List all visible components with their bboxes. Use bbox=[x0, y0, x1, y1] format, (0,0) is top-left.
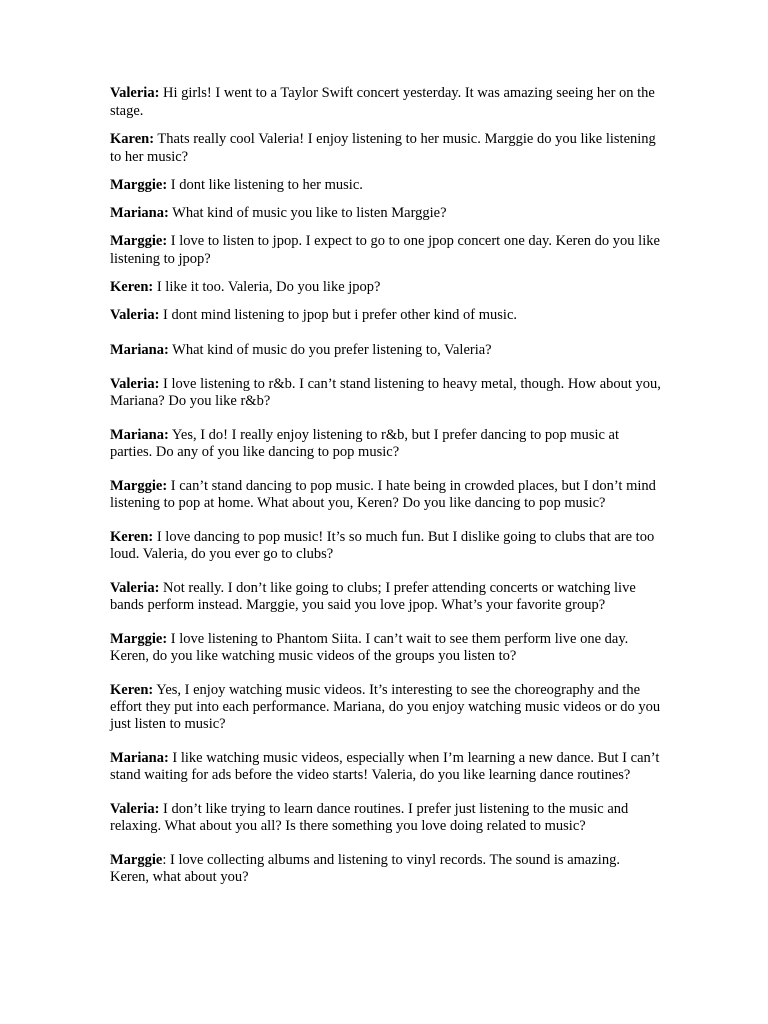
line-text: I don’t like trying to learn dance routines. I prefer just listening to the music and relaxing. What about you all? Is there something you love doing related to music? bbox=[110, 801, 629, 834]
line-text: Hi girls! I went to a Taylor Swift concert yesterday. It was amazing seeing her on the stage. bbox=[110, 85, 655, 119]
line-text: I love dancing to pop music! It’s so much fun. But I dislike going to clubs that are too loud. Valeria, do you ever go to clubs? bbox=[110, 529, 655, 562]
line-text: What kind of music do you prefer listening to, Valeria? bbox=[168, 342, 492, 358]
line-text: I dont like listening to her music. bbox=[167, 177, 363, 193]
line-text: I love to listen to jpop. I expect to go to one jpop concert one day. Keren do you like listening to jpop? bbox=[110, 233, 660, 267]
line-text: I like watching music videos, especially when I’m learning a new dance. But I can’t stand waiting for ads before the video starts! Valeria, do you like learning dance routines? bbox=[110, 750, 660, 783]
line-text: What kind of music you like to listen Marggie? bbox=[168, 205, 447, 221]
speaker-name: Valeria: bbox=[110, 85, 160, 101]
dialogue-line bbox=[110, 376, 662, 410]
dialogue-line bbox=[110, 580, 662, 614]
speaker-name: Valeria: bbox=[110, 307, 160, 323]
dialogue-transcript bbox=[110, 84, 662, 886]
dialogue-line bbox=[110, 176, 662, 194]
speaker-name: Mariana: bbox=[110, 342, 169, 358]
dialogue-line bbox=[110, 204, 662, 222]
line-text: Not really. I don’t like going to clubs; I prefer attending concerts or watching live bands perform instead. Marggie, you said you love jpop. What’s your favorite group? bbox=[110, 580, 636, 613]
line-text: I love listening to r&b. I can’t stand listening to heavy metal, though. How about you, Mariana? Do you like r&b? bbox=[110, 376, 661, 409]
dialogue-line bbox=[110, 631, 662, 665]
speaker-name: Karen: bbox=[110, 131, 155, 147]
dialogue-line bbox=[110, 306, 662, 324]
speaker-name: Valeria: bbox=[110, 376, 160, 392]
speaker-name: Keren: bbox=[110, 529, 154, 545]
speaker-name: Mariana: bbox=[110, 205, 169, 221]
speaker-name: Marggie: bbox=[110, 177, 168, 193]
dialogue-line bbox=[110, 852, 662, 886]
dialogue-line bbox=[110, 84, 662, 120]
speaker-name: Keren: bbox=[110, 279, 154, 295]
line-text: I like it too. Valeria, Do you like jpop? bbox=[153, 279, 381, 295]
dialogue-line bbox=[110, 478, 662, 512]
line-text: : I love collecting albums and listening to vinyl records. The sound is amazing. Keren, what about you? bbox=[110, 852, 620, 885]
line-text: Yes, I do! I really enjoy listening to r&b, but I prefer dancing to pop music at parties. Do any of you like dancing to pop music? bbox=[110, 427, 620, 460]
dialogue-line bbox=[110, 130, 662, 166]
line-text: I dont mind listening to jpop but i prefer other kind of music. bbox=[159, 307, 518, 323]
line-text: I love listening to Phantom Siita. I can’t wait to see them perform live one day. Keren, do you like watching music videos of the groups you listen to? bbox=[110, 631, 629, 664]
line-text: Yes, I enjoy watching music videos. It’s interesting to see the choreography and the effort they put into each performance. Mariana, do you enjoy watching music videos or do you just listen to music? bbox=[110, 682, 661, 732]
dialogue-line bbox=[110, 278, 662, 296]
dialogue-line bbox=[110, 529, 662, 563]
speaker-name: Mariana: bbox=[110, 750, 169, 766]
speaker-name: Valeria: bbox=[110, 801, 160, 817]
speaker-name: Keren: bbox=[110, 682, 154, 698]
dialogue-line bbox=[110, 232, 662, 268]
speaker-name: Marggie: bbox=[110, 478, 168, 494]
line-text: Thats really cool Valeria! I enjoy listening to her music. Marggie do you like listening to her music? bbox=[110, 131, 656, 165]
line-text: I can’t stand dancing to pop music. I hate being in crowded places, but I don’t mind listening to pop at home. What about you, Keren? Do you like dancing to pop music? bbox=[110, 478, 656, 511]
speaker-name: Marggie: bbox=[110, 631, 168, 647]
dialogue-line bbox=[110, 801, 662, 835]
dialogue-line bbox=[110, 750, 662, 784]
speaker-name: Valeria: bbox=[110, 580, 160, 596]
dialogue-line bbox=[110, 427, 662, 461]
speaker-name: Marggie bbox=[110, 852, 163, 868]
dialogue-line bbox=[110, 682, 662, 733]
dialogue-line bbox=[110, 342, 662, 359]
speaker-name: Mariana: bbox=[110, 427, 169, 443]
speaker-name: Marggie: bbox=[110, 233, 168, 249]
